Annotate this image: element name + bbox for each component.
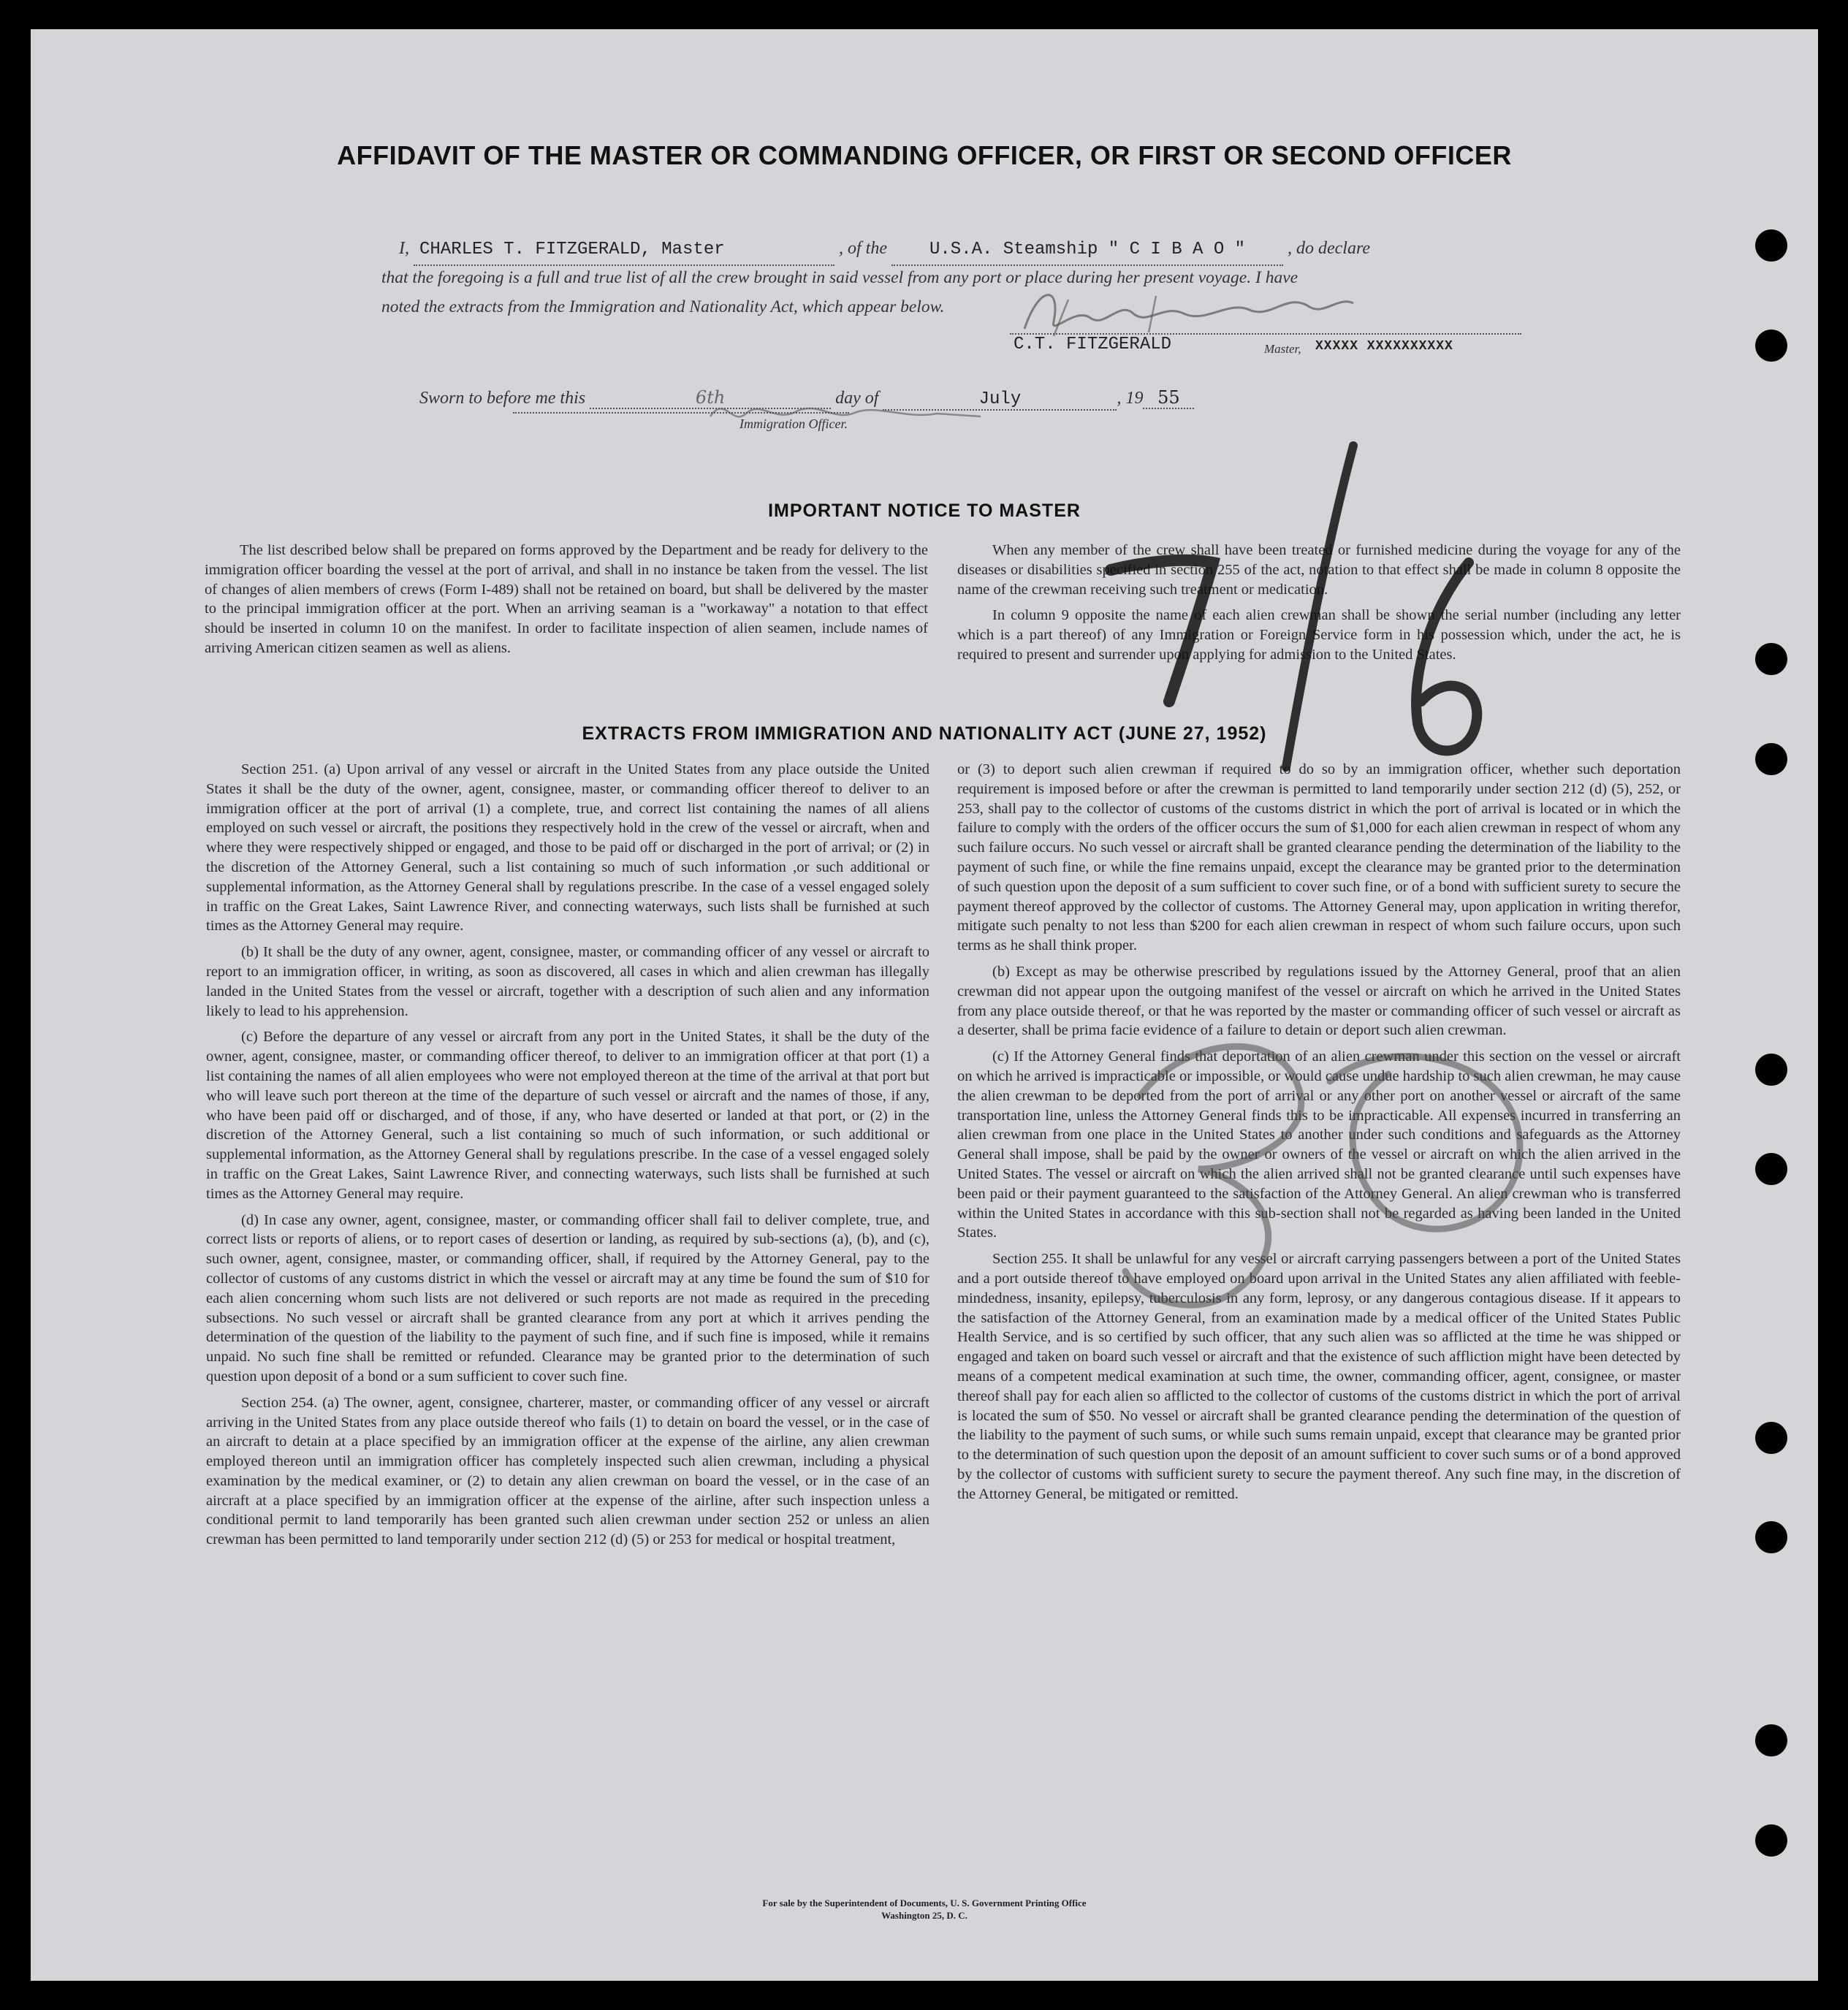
section-254c: (c) If the Attorney General finds that deportation of an alien crewman under this section on the vessel or aircraft on which he arrived is impracticable or impossible, or would cause undue hardship to such alien crewman, he may cause the alien crewman to be deported from the port of arrival or any other port on another vessel or aircraft of the same transportation line, unless the Attorney General finds this to be impracticable. All expenses incurred in transferring an alien crewman from one place in the United States to another under such conditions and safeguards as the Attorney General shall impose, shall be paid by the owner or owners of the vessel or aircraft on which the alien arrived in the United States. The vessel or aircraft on which the alien arrived shall not be granted clearance until such expenses have been paid or their payment guaranteed to the satisfaction of the Attorney General. An alien crewman who is transferred within the United States in accordance with this sub-section shall not be regarded as having been landed in the United States.	[957, 1048, 1681, 1241]
binder-hole	[1755, 1153, 1787, 1185]
section-254b: (b) Except as may be otherwise prescribed by regulations issued by the Attorney General, proof that an alien crewman did not appear upon the outgoing manifest of the vessel or aircraft on which he arrived in the United States from any place outside thereof, or that he was reported by the master or commanding officer of such vessel or aircraft as a deserter, shall be prima facie evidence of a failure to detain or deport such alien crewman.	[957, 963, 1681, 1039]
typed-signature: C.T. FITZGERALD	[1014, 335, 1172, 354]
binder-hole	[1755, 1521, 1787, 1553]
extracts-right-column	[957, 760, 1681, 1510]
section-251b: (b) It shall be the duty of any owner, agent, consignee, master, or commanding officer of any vessel or aircraft to report to an immigration officer, in writing, as soon as discovered, all cases in which and alien crewman has illegally landed in the United States from the vessel or aircraft, together with a description of such alien and any information likely to lead to his apprehension.	[206, 944, 929, 1019]
notice-right-text-2: In column 9 opposite the name of each alien crewman shall be shown the serial number (including any letter which is a part thereof) of any Immigration or Foreign Service form in his possession which, under the act, he is required to present and surrender upon applying for admission to the United States.	[957, 607, 1681, 663]
section-254a-continued: or (3) to deport such alien crewman if required to do so by an immigration officer, whether such deportation requirement is imposed before or after the crewman is permitted to land temporarily under section 212 (d) (5), 252, or 253, shall pay to the collector of customs of the customs district in which the port of arrival is located or in which the failure to comply with the orders of the officer occurs the sum of $1,000 for each alien crewman in respect of whom any such failure occurs. No such vessel or aircraft shall be granted clearance pending the determination of the liability to the payment of such fine, or while the fine remains unpaid, except the clearance may be granted prior to the determination of such question upon the deposit of a sum sufficient to cover such fine, or of a bond with sufficient surety to secure the payment thereof approved by the collector of customs. The Attorney General may, upon application in writing therefor, mitigate such penalty to not less than $200 for each alien crewman in respect of whom such failure occurs, upon such terms as he shall think proper.	[957, 761, 1681, 954]
of-the-label: , of the	[839, 239, 887, 258]
notice-right-column	[957, 541, 1681, 671]
declaration-line-2: noted the extracts from the Immigration and Nationality Act, which appear below.	[381, 297, 945, 316]
printing-office-footer	[31, 1897, 1818, 1922]
notice-right-text-1: When any member of the crew shall have been treated or furnished medicine during the voyage for any of the diseases or disabilities specified in section 255 of the act, notation to that effect shall be made in column 8 opposite the name of the crewman receiving such treatment or medication.	[957, 542, 1681, 598]
binder-hole	[1755, 1824, 1787, 1857]
footer-line-2: Washington 25, D. C.	[881, 1910, 967, 1921]
sworn-prefix: Sworn to before me this	[419, 389, 586, 408]
section-251c: (c) Before the departure of any vessel or aircraft from any port in the United States, it shall be the duty of the owner, agent, consignee, master, or commanding officer thereof, to deliver to an immigration officer at that port (1) a list containing the names of all alien employees who were not employed thereon at the time of the arrival at that port but who will leave such port thereon at the time of the departure of such vessel or aircraft and the names of those, if any, who have been paid off or discharged, and of those, if any, who have deserted or landed at that port, or (2) in the discretion of the Attorney General, such a list containing so much of such information, or such additional or supplemental information, as the Attorney General shall by regulations prescribe. In the case of a vessel engaged solely in traffic on the Great Lakes, Saint Lawrence River, and connecting waterways, such lists shall be furnished at such times as the Attorney General may require.	[206, 1029, 929, 1202]
section-251a: Section 251. (a) Upon arrival of any vessel or aircraft in the United States from any place outside the United States it shall be the duty of the owner, agent, consignee, master, or commanding officer thereof to deliver to an immigration officer at the port of arrival (1) a complete, true, and correct list containing the names of all aliens employed on such vessel or aircraft, the positions they respectively hold in the crew of the vessel or aircraft, when and where they were respectively shipped or engaged, and those to be paid off or discharged in the port of arrival; or (2) in the discretion of the Attorney General, such a list containing so much of such information ,or such additional or supplemental information, as the Attorney General shall by regulations prescribe. In the case of a vessel engaged solely in traffic on the Great Lakes, Saint Lawrence River, and connecting waterways, such lists shall be furnished at such times as the Attorney General may require.	[206, 761, 929, 934]
declarant-name: CHARLES T. FITZGERALD, Master	[414, 235, 834, 266]
section-254a: Section 254. (a) The owner, agent, consignee, charterer, master, or commanding officer of any vessel or aircraft arriving in the United States from any place outside thereof who fails (1) to detain on board the vessel, or in the case of an aircraft to detain at a place specified by an immigration officer at the expense of the airline, any alien crewman employed thereon until an immigration officer has completely inspected such alien crewman, including a physical examination by the medical examiner, or (2) to detain any alien crewman on board the vessel, or in the case of an aircraft at a place specified by an immigration officer at the expense of the airline, after such inspection unless a conditional permit to land temporarily has been granted such alien crewman under section 252 or unless an alien crewman has been permitted to land temporarily under section 212 (d) (5) or 253 for medical or hospital treatment,	[206, 1394, 929, 1548]
immigration-officer-label: Immigration Officer.	[739, 416, 848, 431]
notice-left-text: The list described below shall be prepared on forms approved by the Department and be ready for delivery to the immigration officer boarding the vessel at the port of arrival, and shall in no instance be taken from the vessel. The list of changes of alien members of crews (Form I-489) shall not be retained on board, but shall be delivered by the master to the principal immigration officer at the port. When an arriving seaman is a "workaway" a notation to that effect should be inserted in column 10 on the manifest. In order to facilitate inspection of alien seamen, include names of arriving American citizen seamen as well as aliens.	[205, 542, 928, 656]
declaration-pronoun: I,	[399, 239, 409, 258]
document-page	[31, 29, 1818, 1981]
sworn-day: 6th	[590, 387, 831, 409]
binder-hole	[1755, 229, 1787, 262]
struck-title-text: XXXXX XXXXXXXXXX	[1315, 339, 1453, 354]
do-declare-label: , do declare	[1288, 239, 1371, 258]
notice-heading: IMPORTANT NOTICE TO MASTER	[768, 500, 1081, 521]
master-title-label: Master,	[1264, 342, 1301, 356]
officer-signature-line	[513, 412, 849, 414]
year-prefix: , 19	[1117, 389, 1144, 408]
notice-left-column	[205, 541, 928, 665]
vessel-name: U.S.A. Steamship " C I B A O "	[891, 235, 1283, 266]
extracts-left-column	[206, 760, 929, 1556]
binder-hole	[1755, 1724, 1787, 1756]
affidavit-title: AFFIDAVIT OF THE MASTER OR COMMANDING OFFICER, OR FIRST OR SECOND OFFICER	[337, 140, 1512, 170]
binder-hole	[1755, 330, 1787, 362]
binder-hole	[1755, 1422, 1787, 1454]
sworn-year: 55	[1143, 387, 1194, 409]
footer-line-1: For sale by the Superintendent of Documents, U. S. Government Printing Office	[762, 1897, 1087, 1908]
binder-hole	[1755, 643, 1787, 675]
sworn-month: July	[883, 389, 1117, 411]
section-251d: (d) In case any owner, agent, consignee, master, or commanding officer shall fail to deliver complete, true, and correct lists or reports of aliens, or to report cases of desertion or landing, as required by sub-sections (a), (b), and (c), such owner, agent, consignee, master, or commanding officer, shall, if required by the Attorney General, pay to the collector of customs of any customs district in which the vessel or aircraft may at any time be found the sum of $10 for each alien concerning whom such lists are not delivered or such reports are not made as required in the preceding subsections. No such vessel or aircraft shall be granted clearance from any port at which it arrives pending the determination of the question of the liability to the payment of such fine, and if such fine is imposed, while it remains unpaid. No such fine shall be remitted or refunded. Clearance may be granted prior to the determination of such question upon deposit of a bond or a sum sufficient to cover such fine.	[206, 1211, 929, 1385]
day-of-label: day of	[835, 389, 879, 408]
section-255: Section 255. It shall be unlawful for any vessel or aircraft carrying passengers between a port of the United States and a port outside thereof to have employed on board upon arrival in the United States any alien affiliated with feeble-mindedness, insanity, epilepsy, tuberculosis in any form, leprosy, or any dangerous contagious disease. If it appears to the satisfaction of the Attorney General, from an examination made by a medical officer of the United States Public Health Service, and is so certified by such officer, that any such alien was so afflicted at the time he was shipped or engaged and taken on board such vessel or aircraft and that the existence of such affliction might have been detected by means of a competent medical examination at such time, the owner, commanding officer, agent, consignee, or master thereof shall pay for each alien so afflicted to the collector of customs of the customs district in which the port of arrival is located the sum of $50. No vessel or aircraft shall be granted clearance pending the determination of the question of the liability to the payment of such sums, or while such sums remain unpaid, except that clearance may be granted prior to the determination of such question upon the deposit of an amount sufficient to cover such sums or of a bond approved by the collector of customs with sufficient surety to secure the payment thereof. Any such fine may, in the discretion of the Attorney General, be mitigated or remitted.	[957, 1251, 1681, 1502]
extracts-heading: EXTRACTS FROM IMMIGRATION AND NATIONALITY ACT (JUNE 27, 1952)	[582, 723, 1267, 744]
binder-hole	[1755, 743, 1787, 775]
declaration-line-1: that the foregoing is a full and true list of all the crew brought in said vessel from any port or place during her present voyage. I have	[381, 268, 1298, 287]
binder-hole	[1755, 1054, 1787, 1086]
